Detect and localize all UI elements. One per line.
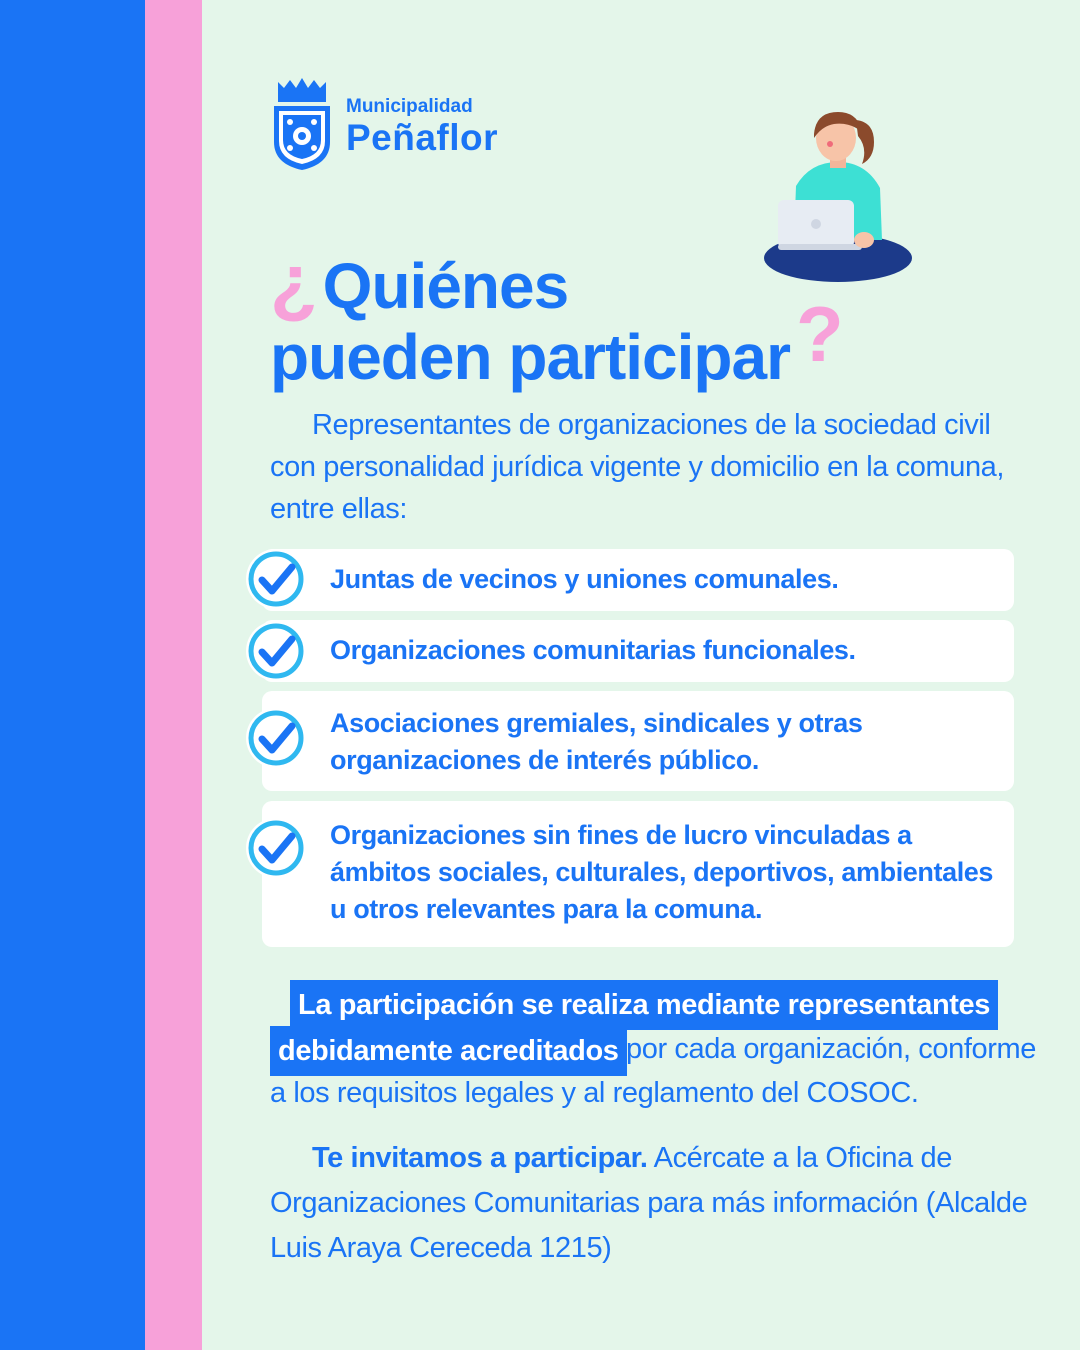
inverted-question-mark: ¿ — [270, 237, 317, 325]
title-line-2-text: pueden participar — [270, 321, 790, 393]
participation-line-2-rest: por cada organización, conforme — [626, 1033, 1036, 1065]
title-line-1 — [270, 237, 843, 325]
invite-text: Acércate a la Oficina de Organizaciones Comunitarias para más información (Alcalde Luis Araya Cereceda 1215) — [270, 1142, 1028, 1264]
municipal-shield-logo — [270, 78, 334, 170]
highlight-line-1: La participación se realiza mediante representantes — [290, 980, 998, 1030]
list-item-text: Asociaciones gremiales, sindicales y otras organizaciones de interés público. — [330, 708, 863, 775]
list-item — [262, 549, 1014, 611]
title-line-2 — [270, 290, 843, 393]
check-circle-icon — [244, 706, 308, 770]
left-blue-band — [0, 0, 145, 1350]
page-title — [270, 237, 843, 393]
check-circle-icon — [244, 619, 308, 683]
list-item-text: Juntas de vecinos y uniones comunales. — [330, 564, 839, 594]
list-item-text: Organizaciones sin fines de lucro vinculadas a ámbitos sociales, culturales, deportivos, ambientales u otros relevantes para la comuna. — [330, 820, 994, 924]
list-item-text: Organizaciones comunitarias funcionales. — [330, 635, 856, 665]
list-item — [262, 691, 1014, 791]
logo-big-text: Peñaflor — [346, 117, 499, 158]
list-item — [262, 620, 1014, 682]
invite-paragraph — [270, 1136, 1030, 1271]
invite-bold-lead: Te invitamos a participar. — [312, 1142, 648, 1174]
participation-line-3: a los requisitos legales y al reglamento del COSOC. — [270, 1077, 919, 1109]
highlight-line-2: debidamente acreditados — [270, 1026, 627, 1076]
check-circle-icon — [244, 816, 308, 880]
title-line-1-text: Quiénes — [322, 250, 569, 322]
logo-small-text: Municipalidad — [346, 96, 473, 117]
closing-question-mark: ? — [796, 290, 843, 378]
logo-wordmark — [346, 96, 498, 158]
intro-paragraph: Representantes de organizaciones de la sociedad civil con personalidad jurídica vigente y domicilio en la comuna, entre ellas: — [270, 409, 1005, 525]
check-circle-icon — [244, 547, 308, 611]
left-pink-band — [145, 0, 202, 1350]
list-item — [262, 801, 1014, 947]
